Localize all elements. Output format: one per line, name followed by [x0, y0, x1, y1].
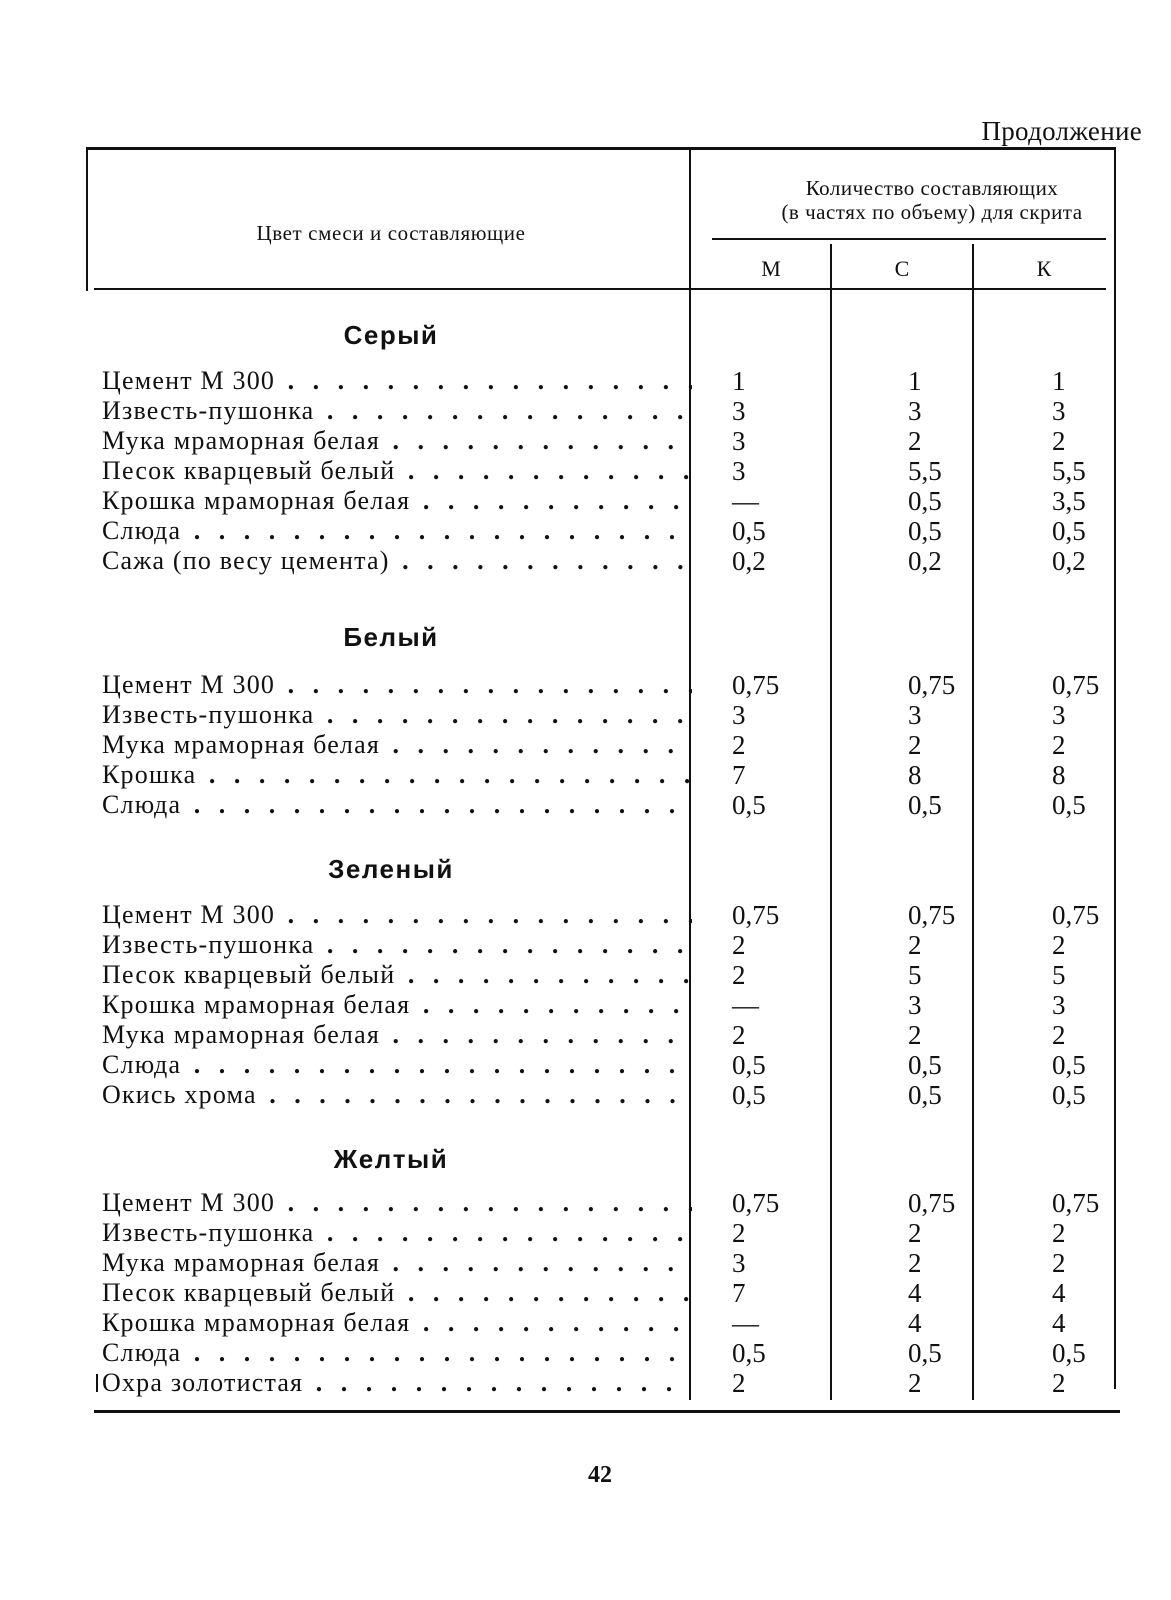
row-label: Охра золотистая . . .	[102, 1368, 692, 1398]
row-label: Окись хрома . . .	[102, 1080, 692, 1110]
value-m: —	[732, 486, 759, 516]
value-m: 0,75	[732, 670, 780, 700]
row-label: Мука мраморная белая . . .	[102, 1020, 692, 1050]
table-row	[0, 990, 1171, 1020]
value-k: 3	[1052, 396, 1066, 426]
value-s: 0,75	[908, 900, 956, 930]
value-k: 5	[1052, 960, 1066, 990]
value-s: 0,75	[908, 1188, 956, 1218]
row-label: Известь-пушонка . . .	[102, 396, 692, 426]
table-row	[0, 456, 1171, 486]
value-k: 2	[1052, 730, 1066, 760]
value-s: 5	[908, 960, 922, 990]
value-s: 4	[908, 1308, 922, 1338]
section-title-green: Зеленый	[328, 854, 454, 884]
table-row	[0, 1278, 1171, 1308]
value-k: 2	[1052, 426, 1066, 456]
value-k: 0,75	[1052, 900, 1100, 930]
value-k: 5,5	[1052, 456, 1086, 486]
table-row	[0, 700, 1171, 730]
table-row	[0, 1020, 1171, 1050]
value-k: 2	[1052, 1218, 1066, 1248]
value-k: 4	[1052, 1278, 1066, 1308]
value-k: 0,5	[1052, 1080, 1086, 1110]
value-s: 2	[908, 1218, 922, 1248]
value-k: 8	[1052, 760, 1066, 790]
table-row	[0, 900, 1171, 930]
value-k: 0,5	[1052, 1050, 1086, 1080]
table-row	[0, 546, 1171, 576]
value-s: 0,5	[908, 1080, 942, 1110]
row-label: Мука мраморная белая . . .	[102, 1248, 692, 1278]
row-label: Слюда . . .	[102, 790, 692, 820]
value-s: 0,5	[908, 1338, 942, 1368]
row-label: Мука мраморная белая . . .	[102, 730, 692, 760]
value-m: —	[732, 1308, 759, 1338]
value-s: 0,5	[908, 516, 942, 546]
subheader-k: К	[1036, 256, 1052, 281]
value-m: 0,5	[732, 516, 766, 546]
value-m: 1	[732, 366, 746, 396]
value-m: 7	[732, 1278, 746, 1308]
row-label: Цемент М 300 . . .	[102, 366, 692, 396]
value-m: 3	[732, 456, 746, 486]
value-m: 3	[732, 426, 746, 456]
value-k: 2	[1052, 1368, 1066, 1398]
value-s: 1	[908, 366, 922, 396]
value-s: 0,75	[908, 670, 956, 700]
column-header-components: Цвет смеси и составляющие	[256, 221, 526, 245]
table-row	[0, 1050, 1171, 1080]
value-m: —	[732, 990, 759, 1020]
value-k: 2	[1052, 930, 1066, 960]
row-label: Известь-пушонка . . .	[102, 930, 692, 960]
table-row	[0, 366, 1171, 396]
table-row	[0, 396, 1171, 426]
value-k: 2	[1052, 1248, 1066, 1278]
column-header-quantity	[712, 176, 1152, 224]
value-s: 0,5	[908, 486, 942, 516]
value-m: 2	[732, 960, 746, 990]
value-m: 2	[732, 730, 746, 760]
table-row	[0, 1338, 1171, 1368]
row-label: Известь-пушонка . . .	[102, 700, 692, 730]
table-row	[0, 960, 1171, 990]
quantity-header-line2: (в частях по объему) для скрита	[781, 200, 1083, 224]
page-number: 42	[588, 1462, 612, 1488]
table-bottom-rule	[94, 1410, 1120, 1413]
table-row	[0, 486, 1171, 516]
value-m: 2	[732, 1020, 746, 1050]
value-s: 2	[908, 1248, 922, 1278]
value-k: 3	[1052, 700, 1066, 730]
value-m: 0,2	[732, 546, 766, 576]
value-m: 0,5	[732, 1080, 766, 1110]
value-s: 8	[908, 760, 922, 790]
table-row	[0, 790, 1171, 820]
row-label: Слюда . . .	[102, 1050, 692, 1080]
value-k: 0,75	[1052, 1188, 1100, 1218]
row-label: Крошка мраморная белая . . .	[102, 1308, 692, 1338]
continued-label: Продолжение	[981, 116, 1142, 146]
value-k: 0,2	[1052, 546, 1086, 576]
value-m: 0,5	[732, 790, 766, 820]
row-label: Песок кварцевый белый . . .	[102, 456, 692, 486]
table-row	[0, 1080, 1171, 1110]
row-label: Песок кварцевый белый . . .	[102, 1278, 692, 1308]
value-s: 2	[908, 1020, 922, 1050]
value-k: 0,5	[1052, 1338, 1086, 1368]
value-s: 4	[908, 1278, 922, 1308]
value-k: 0,75	[1052, 670, 1100, 700]
value-m: 7	[732, 760, 746, 790]
value-s: 3	[908, 700, 922, 730]
value-m: 3	[732, 1248, 746, 1278]
value-m: 0,75	[732, 1188, 780, 1218]
value-s: 3	[908, 990, 922, 1020]
value-s: 2	[908, 1368, 922, 1398]
section-title-yellow: Желтый	[333, 1144, 449, 1174]
value-k: 2	[1052, 1020, 1066, 1050]
row-label: Слюда . . .	[102, 516, 692, 546]
row-label: Крошка . . .	[102, 760, 692, 790]
value-m: 0,5	[732, 1338, 766, 1368]
table-row	[0, 730, 1171, 760]
row-label: Известь-пушонка . . .	[102, 1218, 692, 1248]
value-s: 2	[908, 426, 922, 456]
value-k: 3,5	[1052, 486, 1086, 516]
row-label: Цемент М 300 . . .	[102, 670, 692, 700]
value-s: 0,5	[908, 1050, 942, 1080]
value-m: 2	[732, 1218, 746, 1248]
subheader-s: С	[894, 256, 910, 281]
value-s: 0,5	[908, 790, 942, 820]
value-s: 0,2	[908, 546, 942, 576]
value-s: 2	[908, 730, 922, 760]
row-label: Крошка мраморная белая . . .	[102, 486, 692, 516]
table-left-rule	[86, 147, 88, 291]
table-row	[0, 1248, 1171, 1278]
row-label: Крошка мраморная белая . . .	[102, 990, 692, 1020]
subheader-m: М	[761, 256, 781, 281]
row-label: Цемент М 300 . . .	[102, 1188, 692, 1218]
value-k: 0,5	[1052, 516, 1086, 546]
table-row	[0, 516, 1171, 546]
value-k: 0,5	[1052, 790, 1086, 820]
table-top-rule	[86, 147, 1116, 150]
table-row	[0, 1218, 1171, 1248]
value-m: 3	[732, 700, 746, 730]
value-s: 5,5	[908, 456, 942, 486]
row-label: Мука мраморная белая . . .	[102, 426, 692, 456]
section-title-gray: Серый	[343, 320, 439, 350]
value-s: 2	[908, 930, 922, 960]
value-m: 3	[732, 396, 746, 426]
value-m: 2	[732, 930, 746, 960]
value-m: 2	[732, 1368, 746, 1398]
quantity-header-line1: Количество составляющих	[805, 176, 1059, 200]
table-row	[0, 1188, 1171, 1218]
value-m: 0,75	[732, 900, 780, 930]
table-row	[0, 670, 1171, 700]
value-s: 3	[908, 396, 922, 426]
table-row	[0, 760, 1171, 790]
value-k: 1	[1052, 366, 1066, 396]
row-label: Цемент М 300 . . .	[102, 900, 692, 930]
row-label: Сажа (по весу цемента) . . .	[102, 546, 692, 576]
value-k: 4	[1052, 1308, 1066, 1338]
table-row	[0, 1308, 1171, 1338]
table-row	[0, 930, 1171, 960]
section-title-white: Белый	[343, 622, 439, 652]
row-label: Песок кварцевый белый . . .	[102, 960, 692, 990]
table-row	[0, 426, 1171, 456]
table-row	[0, 1368, 1171, 1398]
value-m: 0,5	[732, 1050, 766, 1080]
value-k: 3	[1052, 990, 1066, 1020]
row-label: Слюда . . .	[102, 1338, 692, 1368]
qty-subheader-rule	[712, 238, 1106, 240]
